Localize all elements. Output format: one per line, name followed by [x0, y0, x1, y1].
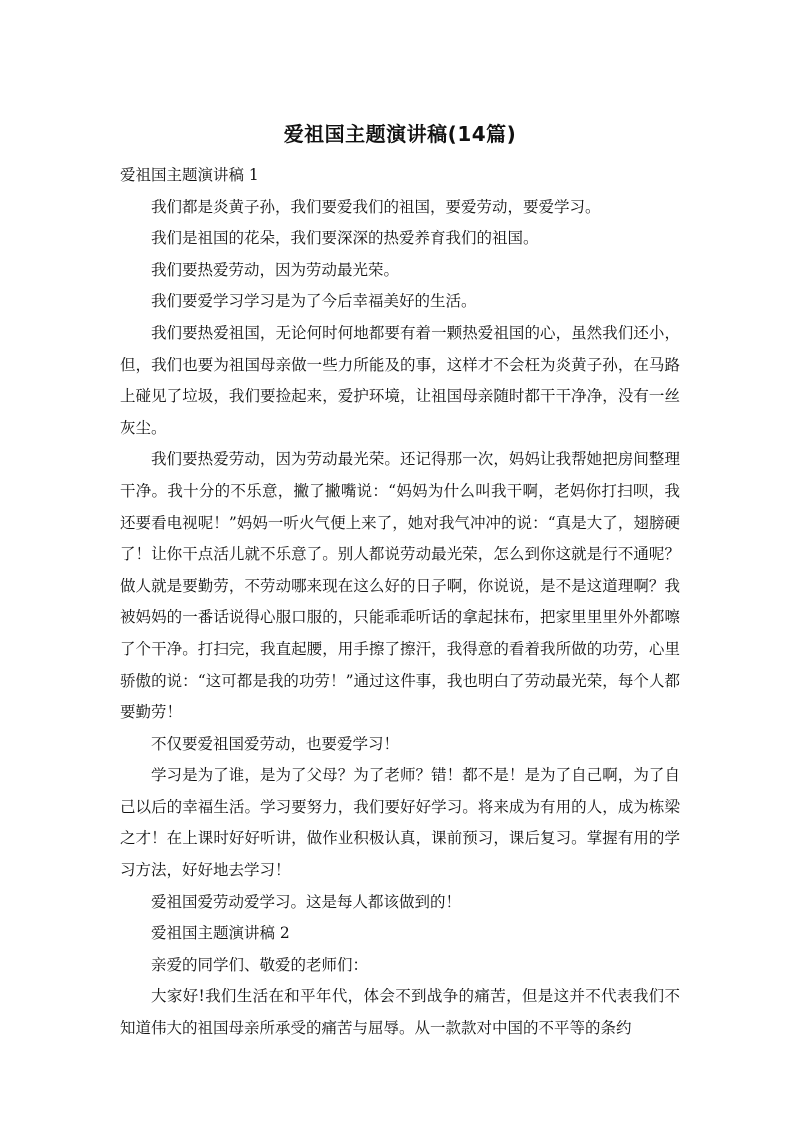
paragraph: 我们要爱学习学习是为了今后幸福美好的生活。: [151, 292, 477, 311]
document-body: [120, 160, 680, 1045]
paragraph: 我们要热爱劳动，因为劳动最光荣。: [151, 260, 400, 279]
paragraph: 我们是祖国的花朵，我们要深深的热爱养育我们的祖国。: [151, 229, 539, 248]
paragraph: 爱祖国爱劳动爱学习。这是每人都该做到的！: [151, 892, 462, 911]
paragraph: 我们要热爱劳动，因为劳动最光荣。还记得那一次，妈妈让我帮她把房间整理干净。我十分的不乐意，撇了撇嘴说：“妈妈为什么叫我干啊，老妈你打扫呗，我还要看电视呢！”妈妈一听火气便上来了，她对我气冲冲的说：“真是大了，翅膀硬了！让你干点活儿就不乐意了。别人都说劳动最光荣，怎么到你这就是行不通呢？做人就是要勤劳，不劳动哪来现在这么好的日子啊，你说说，是不是这道理啊？我被妈妈的一番话说得心服口服的，只能乖乖听话的拿起抹布，把家里里里外外都嚓了个干净。打扫完，我直起腰，用手擦了擦汗，我得意的看着我所做的功劳，心里骄傲的说：“这可都是我的功劳！”通过这件事，我也明白了劳动最光荣，每个人都要勤劳！: [120, 450, 680, 722]
paragraph: 亲爱的同学们、敬爱的老师们：: [151, 955, 369, 974]
section-heading-2: 爱祖国主题演讲稿 2: [151, 924, 290, 943]
paragraph: 学习是为了谁，是为了父母？为了老师？错！都不是！是为了自己啊，为了自己以后的幸福生活。学习要努力，我们要好好学习。将来成为有用的人，成为栋梁之才！在上课时好好听讲，做作业积极认真，课前预习，课后复习。掌握有用的学习方法，好好地去学习！: [120, 766, 680, 880]
document-title: 爱祖国主题演讲稿(14篇): [283, 122, 517, 146]
paragraph: 不仅要爱祖国爱劳动，也要爱学习！: [151, 734, 400, 753]
paragraph: 我们都是炎黄子孙，我们要爱我们的祖国，要爱劳动，要爱学习。: [151, 197, 601, 216]
paragraph: 我们要热爱祖国，无论何时何地都要有着一颗热爱祖国的心，虽然我们还小，但，我们也要为祖国母亲做一些力所能及的事，这样才不会枉为炎黄子孙，在马路上碰见了垃圾，我们要捡起来，爱护环境，让祖国母亲随时都干干净净，没有一丝灰尘。: [120, 323, 680, 437]
paragraph: 大家好!我们生活在和平年代，体会不到战争的痛苦，但是这并不代表我们不知道伟大的祖国母亲所承受的痛苦与屈辱。从一款款对中国的不平等的条约: [120, 987, 680, 1038]
section-heading-1: 爱祖国主题演讲稿 1: [120, 166, 259, 184]
